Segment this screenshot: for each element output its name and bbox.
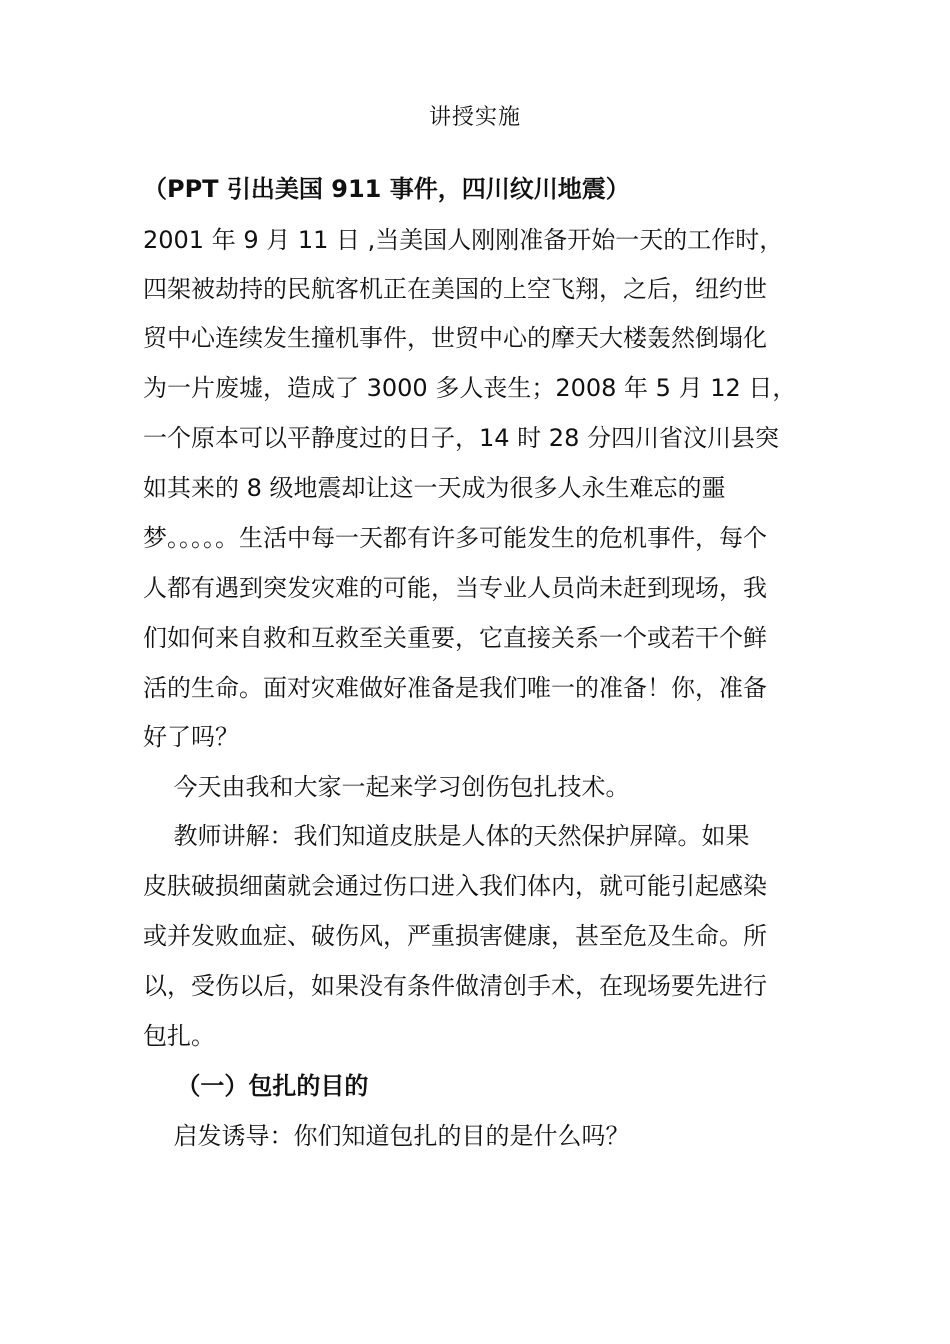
intro-line: 为一片废墟，造成了 3000 多人丧生；2008 年 5 月 12 日， bbox=[143, 374, 797, 402]
explain-line: 以，受伤以后，如果没有条件做清创手术，在现场要先进行 bbox=[143, 972, 767, 1000]
intro-line: 贸中心连续发生撞机事件，世贸中心的摩天大楼轰然倒塌化 bbox=[143, 324, 767, 352]
intro-line: 四架被劫持的民航客机正在美国的上空飞翔，之后，纽约世 bbox=[143, 275, 767, 303]
intro-line: 2001 年 9 月 11 日 ,当美国人刚刚准备开始一天的工作时， bbox=[143, 226, 784, 254]
explain-line: 包扎。 bbox=[143, 1022, 215, 1050]
prompt-line: 启发诱导：你们知道包扎的目的是什么吗？ bbox=[143, 1122, 630, 1150]
explain-line: 皮肤破损细菌就会通过伤口进入我们体内，就可能引起感染 bbox=[143, 872, 767, 900]
today-line: 今天由我和大家一起来学习创伤包扎技术。 bbox=[143, 773, 630, 801]
ppt-note: （PPT 引出美国 911 事件，四川纹川地震） bbox=[143, 175, 630, 203]
intro-line: 如其来的 8 级地震却让这一天成为很多人永生难忘的噩 bbox=[143, 474, 726, 502]
explain-line: 或并发败血症、破伤风，严重损害健康，甚至危及生命。所 bbox=[143, 922, 767, 950]
intro-line: 梦。。。。。生活中每一天都有许多可能发生的危机事件，每个 bbox=[143, 524, 767, 552]
page-title: 讲授实施 bbox=[428, 105, 521, 130]
intro-line: 活的生命。面对灾难做好准备是我们唯一的准备！你，准备 bbox=[143, 674, 767, 702]
intro-line: 人都有遇到突发灾难的可能，当专业人员尚未赶到现场，我 bbox=[143, 574, 767, 602]
intro-line: 好了吗？ bbox=[143, 723, 239, 751]
explain-line: 教师讲解：我们知道皮肤是人体的天然保护屏障。如果 bbox=[143, 822, 750, 850]
intro-line: 们如何来自救和互救至关重要，它直接关系一个或若干个鲜 bbox=[143, 624, 767, 652]
intro-line: 一个原本可以平静度过的日子，14 时 28 分四川省汶川县突 bbox=[143, 424, 779, 452]
subheading-purpose: （一）包扎的目的 bbox=[143, 1072, 369, 1100]
